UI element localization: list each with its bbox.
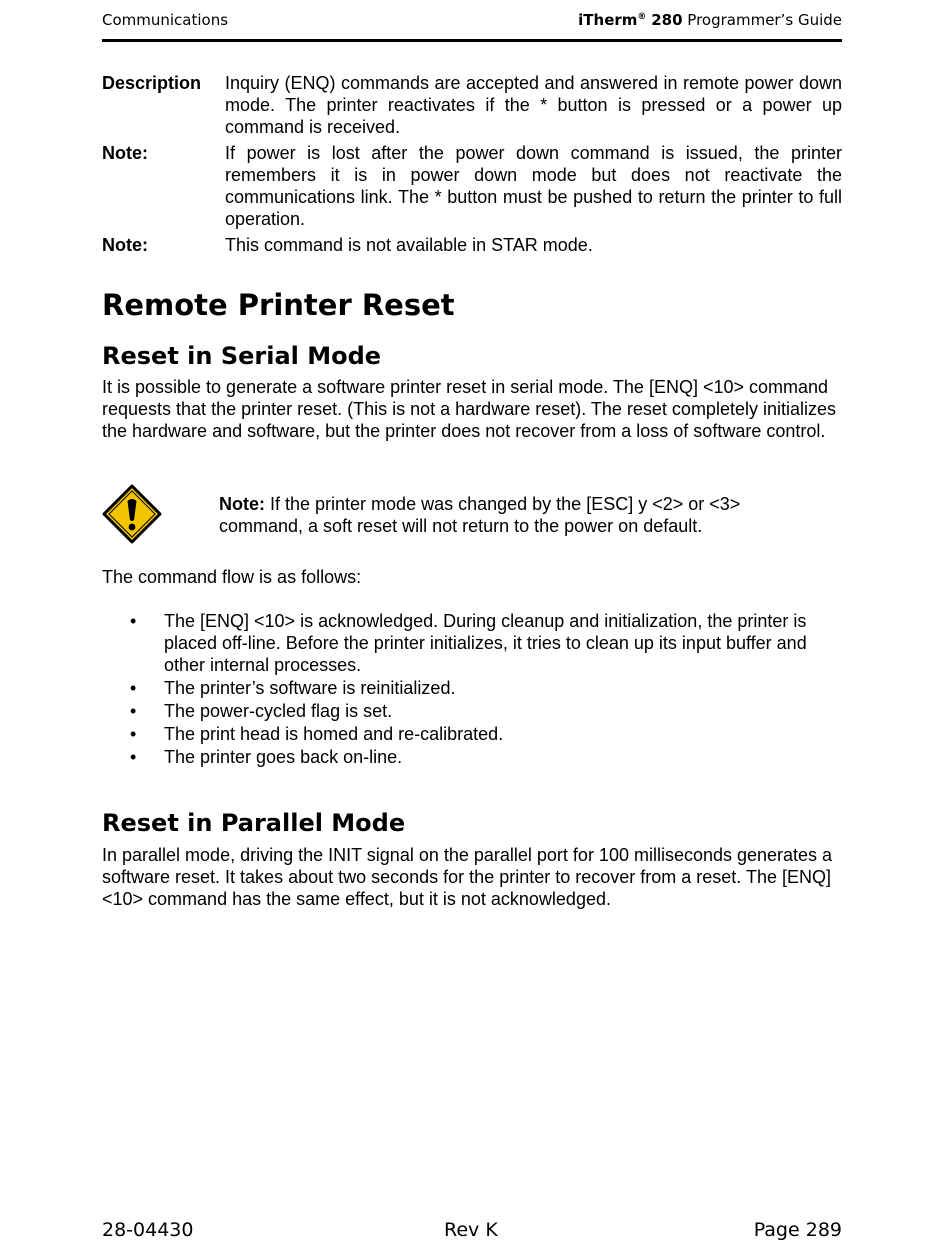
list-item-text: The printer’s software is reinitialized.: [164, 678, 456, 698]
header-rule: [102, 39, 842, 42]
note-label: Note:: [219, 494, 265, 514]
warning-diamond-icon: [102, 484, 162, 544]
page-header: [102, 9, 842, 33]
definition-text: Inquiry (ENQ) commands are accepted and answered in remote power down mode. The printer reactivates if the * button is pressed or a power up command is received.: [225, 73, 842, 137]
header-model: 280: [651, 11, 683, 29]
header-section: Communications: [102, 11, 229, 29]
warning-note: [102, 482, 842, 548]
list-item: [102, 677, 842, 699]
page-number: Page 289: [753, 1219, 842, 1241]
parallel-body: In parallel mode, driving the INIT signal on the parallel port for 100 milliseconds generates a software reset. It takes about two seconds for the printer to recover from a reset. The [ENQ] <10> command has the same effect, but it is not acknowledged.: [102, 845, 833, 909]
definition-term: Note:: [102, 235, 148, 255]
note-body: If the printer mode was changed by the [ESC] y <2> or <3> command, a soft reset will not return to the power on default.: [219, 494, 741, 536]
bullet-icon: •: [130, 678, 137, 698]
list-item: [102, 746, 842, 768]
bullet-icon: •: [130, 611, 137, 631]
registered-mark: ®: [637, 12, 647, 22]
serial-body: It is possible to generate a software printer reset in serial mode. The [ENQ] <10> command requests that the printer reset. (This is not a hardware reset). The reset completely initializes the hardware and software, but the printer does not recover from a loss of software control.: [102, 377, 836, 441]
list-item: [102, 700, 842, 722]
document-page: [102, 0, 842, 1260]
list-item-text: The [ENQ] <10> is acknowledged. During cleanup and initialization, the printer is placed off-line. Before the printer initializes, it tries to clean up its input buffer and other internal processes.: [164, 611, 807, 675]
definition-row: [102, 142, 842, 230]
note-text: [219, 493, 819, 537]
parallel-heading: Reset in Parallel Mode: [102, 809, 406, 837]
definition-row: [102, 72, 842, 138]
list-item-text: The print head is homed and re-calibrated.: [164, 724, 504, 744]
definition-term: Note:: [102, 143, 148, 163]
serial-heading: Reset in Serial Mode: [102, 342, 382, 370]
definition-term: Description: [102, 73, 202, 93]
command-flow-list: [102, 610, 842, 769]
revision: Rev K: [444, 1219, 498, 1241]
page-footer: [102, 1219, 842, 1243]
header-product: iTherm: [578, 11, 638, 29]
flow-intro: The command flow is as follows:: [102, 567, 362, 587]
definition-text: If power is lost after the power down command is issued, the printer remembers it is in power down mode but does not reactivate the communications link. The * button must be pushed to return the printer to full operation.: [225, 143, 842, 229]
section-title: Remote Printer Reset: [102, 288, 455, 322]
list-item: [102, 610, 842, 676]
definition-list: [102, 72, 842, 260]
list-item-text: The power-cycled flag is set.: [164, 701, 393, 721]
doc-number: 28-04430: [102, 1219, 194, 1241]
list-item: [102, 723, 842, 745]
definition-row: [102, 234, 842, 256]
bullet-icon: •: [130, 701, 137, 721]
definition-text: This command is not available in STAR mode.: [225, 235, 593, 255]
bullet-icon: •: [130, 747, 137, 767]
header-guide: Programmer’s Guide: [687, 11, 842, 29]
header-title: [578, 11, 842, 29]
bullet-icon: •: [130, 724, 137, 744]
list-item-text: The printer goes back on-line.: [164, 747, 403, 767]
